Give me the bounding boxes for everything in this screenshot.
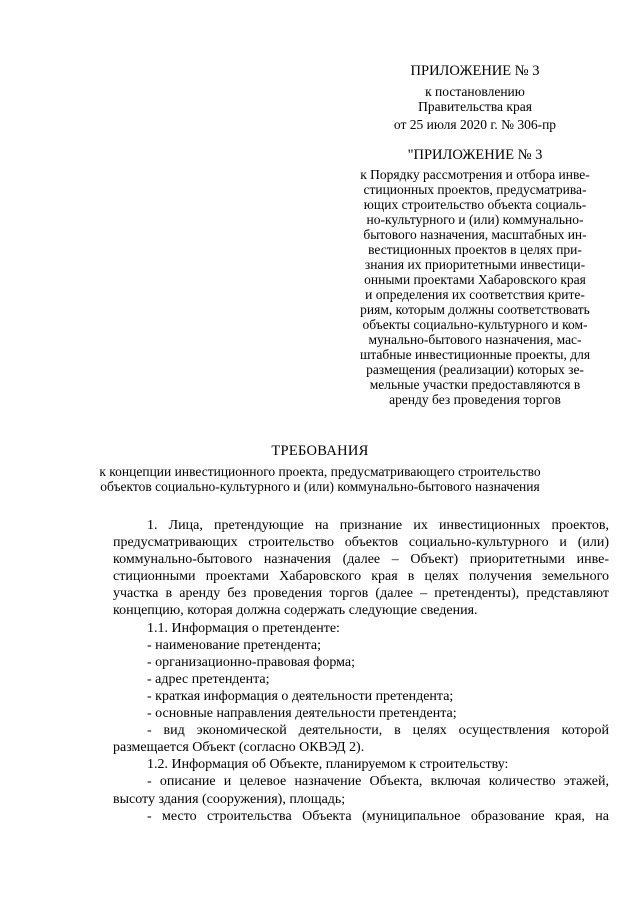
appendix-ref-line: онными проектами Хабаровского края (364, 272, 586, 287)
appendix-ref-line: мельные участки предоставляются в (369, 377, 581, 392)
body-line: концепцию, которая должна содержать следующие сведения. (113, 603, 478, 619)
appendix-ref-line: но-культурного и (или) коммунально- (366, 212, 584, 227)
body-line: 1.1. Информация о претенденте: (147, 620, 340, 636)
body-line: высоту здания (сооружения), площадь; (113, 791, 346, 807)
appendix-number: "ПРИЛОЖЕНИЕ № 3 (407, 147, 543, 163)
body-line: - краткая информация о деятельности претендента; (147, 688, 454, 704)
appendix-ref-line: Правительства края (418, 99, 532, 114)
body-line: 1. Лица, претендующие на признание их инвестиционных проектов, (147, 518, 609, 533)
appendix-ref-line: стиционных проектов, предусматрива- (363, 182, 587, 197)
appendix-ref-line: риям, которым должны соответствовать (360, 302, 590, 317)
appendix-ref-line: знания их приоритетными инвестици- (364, 257, 586, 272)
subtitle-line: к концепции инвестиционного проекта, предусматривающего строительство (99, 464, 541, 479)
body-line: предусматривающих строительство объектов социально-культурного и (или) (113, 535, 609, 551)
subtitle-line: объектов социально-культурного и (или) коммунально-бытового назначения (100, 479, 540, 494)
appendix-ref-line: вестиционных проектов в целях при- (368, 242, 582, 257)
appendix-ref-line: размещения (реализации) которых зе- (366, 362, 584, 377)
body-line: - основные направления деятельности претендента; (147, 706, 457, 722)
body-line: - место строительства Объекта (муниципальное образование края, на (147, 808, 609, 824)
body-line: - наименование претендента; (147, 637, 322, 653)
appendix-ref-line: и определения их соответствия крите- (365, 287, 585, 302)
appendix-header (330, 64, 620, 132)
appendix-ref-line: бытового назначения, масштабных ин- (363, 227, 587, 242)
appendix-number: ПРИЛОЖЕНИЕ № 3 (410, 63, 540, 79)
appendix-ref-line: аренду без проведения торгов (389, 392, 561, 407)
appendix-ref-line: к Порядку рассмотрения и отбора инве- (360, 167, 590, 182)
body-line: коммунально-бытового назначения (далее – Объект) приоритетными инве- (113, 552, 609, 568)
body-line: - описание и целевое назначение Объекта, включая количество этажей, (147, 774, 609, 790)
original-appendix-header (330, 148, 620, 407)
appendix-ref-line: от 25 июля 2020 г. № 306-пр (393, 117, 557, 132)
appendix-ref-line: к постановлению (425, 84, 525, 99)
body-line: - организационно-правовая форма; (147, 654, 356, 670)
body-line: 1.2. Информация об Объекте, планируемом к строительству: (147, 757, 509, 773)
body-line: размещается Объект (согласно ОКВЭД 2). (113, 740, 365, 756)
appendix-ref-line: объекты социально-культурного и ком- (362, 317, 588, 332)
appendix-ref-line: ющих строительство объекта социаль- (363, 197, 587, 212)
body-line: - адрес претендента; (147, 671, 270, 687)
document-title: ТРЕБОВАНИЯ (271, 443, 369, 459)
body-line: стиционными проектами Хабаровского края в целях получения земельного (113, 569, 609, 585)
document-body (113, 517, 609, 825)
document-subtitle (0, 464, 640, 494)
appendix-ref-line: штабные инвестиционные проекты, для (359, 347, 591, 362)
body-line: участка в аренду без проведения торгов (далее – претенденты), представляют (113, 586, 609, 602)
body-line: - вид экономической деятельности, в целях осуществления которой (147, 723, 609, 739)
appendix-ref-line: мунально-бытового назначения, мас- (368, 332, 582, 347)
